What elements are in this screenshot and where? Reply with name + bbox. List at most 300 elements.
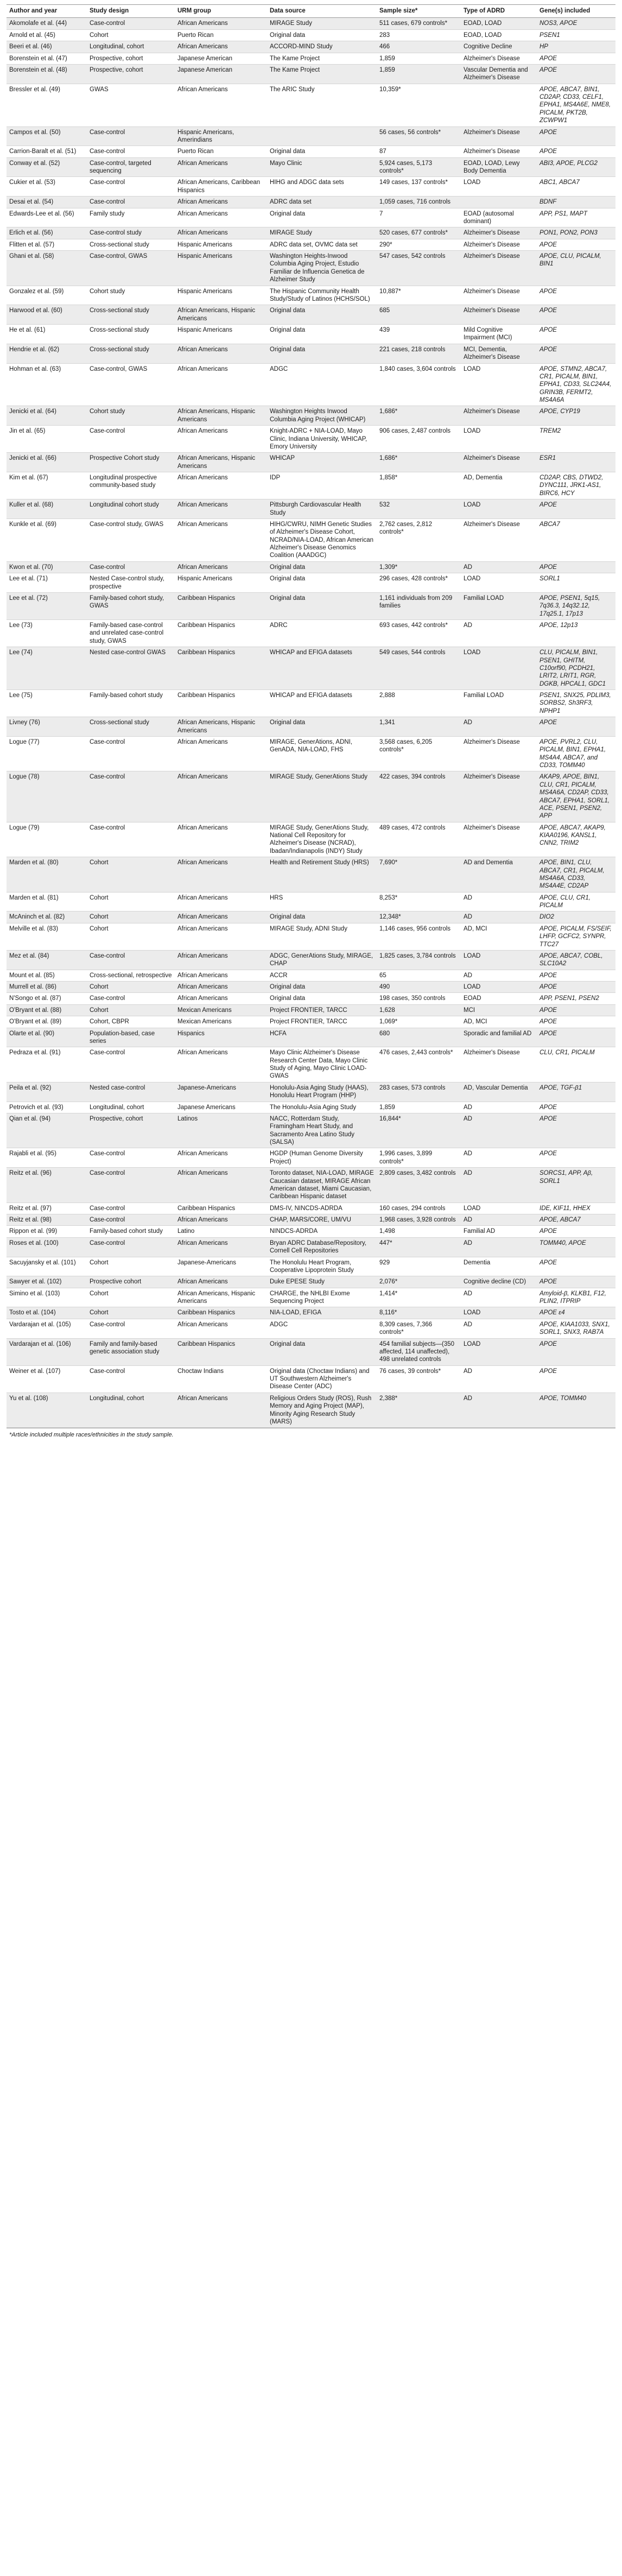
genes-cell: APP, PSEN1, PSEN2 [537,993,615,1004]
header-row [7,5,615,18]
header-study-design: Study design [87,5,175,18]
table-row [7,1307,615,1319]
sample-size-cell: 685 [377,305,461,325]
study-design-cell: Case-control [87,822,175,857]
study-design-cell: Case-control, targeted sequencing [87,157,175,177]
genes-cell: APOE [537,717,615,737]
urm-group-cell: Latino [175,1226,267,1237]
urm-group-cell: Latinos [175,1113,267,1148]
sample-size-cell: 16,844* [377,1113,461,1148]
urm-group-cell: Puerto Rican [175,29,267,41]
study-design-cell: Case-control [87,1202,175,1214]
author-year-cell: Peila et al. (92) [7,1082,87,1102]
adrd-type-cell: Alzheimer's Disease [461,227,537,239]
urm-group-cell: Hispanic Americans [175,325,267,344]
author-year-cell: Reitz et al. (98) [7,1214,87,1226]
adrd-type-cell: Alzheimer's Disease [461,406,537,426]
genes-cell: TOMM40, APOE [537,1237,615,1257]
data-source-cell: DMS-IV, NINCDS-ADRDA [267,1202,377,1214]
data-source-cell: Original data [267,146,377,157]
table-row [7,325,615,344]
sample-size-cell: 1,825 cases, 3,784 controls [377,950,461,970]
urm-group-cell: African Americans, Hispanic Americans [175,1288,267,1307]
urm-group-cell: African Americans [175,344,267,363]
data-source-cell: Original data (Choctaw Indians) and UT Southwestern Alzheimer's Disease Center (ADC) [267,1365,377,1393]
study-design-cell: Longitudinal, cohort [87,1393,175,1428]
genes-cell: APOE [537,1016,615,1028]
author-year-cell: Vardarajan et al. (105) [7,1319,87,1338]
study-design-cell: Case-control [87,1319,175,1338]
sample-size-cell: 489 cases, 472 controls [377,822,461,857]
table-row [7,982,615,993]
urm-group-cell: African Americans, Hispanic Americans [175,717,267,737]
table-row [7,177,615,197]
study-design-cell: Nested Case-control study, prospective [87,573,175,593]
sample-size-cell: 76 cases, 39 controls* [377,1365,461,1393]
data-source-cell: Original data [267,993,377,1004]
urm-group-cell: African Americans [175,41,267,53]
data-source-cell: Project FRONTIER, TARCC [267,1004,377,1016]
table-row [7,472,615,499]
data-source-cell: ACCR [267,970,377,981]
author-year-cell: Hendrie et al. (62) [7,344,87,363]
genes-cell: APOE [537,305,615,325]
header-sample-size: Sample size* [377,5,461,18]
author-year-cell: Flitten et al. (57) [7,239,87,250]
genes-cell: APOE [537,146,615,157]
urm-group-cell: Mexican Americans [175,1004,267,1016]
table-row [7,923,615,950]
urm-group-cell: African Americans [175,1214,267,1226]
genes-cell: APOE [537,1226,615,1237]
author-year-cell: Bressler et al. (49) [7,84,87,126]
data-source-cell: HRS [267,892,377,912]
genes-cell: APOE [537,325,615,344]
data-source-cell: ADRC data set [267,197,377,208]
author-year-cell: Rajabli et al. (95) [7,1148,87,1168]
adrd-type-cell: AD [461,1102,537,1113]
sample-size-cell: 10,887* [377,286,461,305]
adrd-type-cell: AD, MCI [461,923,537,950]
urm-group-cell: Japanese American [175,53,267,64]
study-design-cell: Longitudinal cohort study [87,499,175,519]
author-year-cell: Simino et al. (103) [7,1288,87,1307]
urm-group-cell: Caribbean Hispanics [175,1307,267,1319]
table-row [7,1082,615,1102]
sample-size-cell: 65 [377,970,461,981]
urm-group-cell: African Americans [175,912,267,923]
author-year-cell: O'Bryant et al. (89) [7,1016,87,1028]
adrd-type-cell: AD [461,620,537,647]
sample-size-cell: 283 cases, 573 controls [377,1082,461,1102]
genes-cell: APOE [537,499,615,519]
adrd-type-cell: Dementia [461,1257,537,1276]
table-row [7,1276,615,1288]
urm-group-cell: African Americans [175,197,267,208]
author-year-cell: Hohman et al. (63) [7,363,87,406]
genes-cell: APOE [537,1276,615,1288]
genes-cell: APOE, ABCA7, COBL, SLC10A2 [537,950,615,970]
author-year-cell: Lee et al. (71) [7,573,87,593]
data-source-cell: Bryan ADRC Database/Repository, Cornell Cell Repositories [267,1237,377,1257]
author-year-cell: Kim et al. (67) [7,472,87,499]
sample-size-cell: 2,762 cases, 2,812 controls* [377,518,461,561]
author-year-cell: Vardarajan et al. (106) [7,1338,87,1365]
study-design-cell: Case-control study [87,227,175,239]
adrd-type-cell: Alzheimer's Disease [461,53,537,64]
urm-group-cell: African Americans [175,18,267,29]
table-row [7,305,615,325]
adrd-type-cell: EOAD (autosomal dominant) [461,208,537,227]
genes-cell: APOE, BIN1, CLU, ABCA7, CR1, PICALM, MS4A6A, CD33, MS4A4E, CD2AP [537,857,615,893]
genes-cell: APOE, PSEN1, 5q15, 7q36.3, 14q32.12, 17q25.1, 17p13 [537,592,615,619]
sample-size-cell: 1,686* [377,453,461,472]
adrd-type-cell: Alzheimer's Disease [461,518,537,561]
adrd-type-cell: MCI, Dementia, Alzheimer's Disease [461,344,537,363]
table-row [7,157,615,177]
study-design-cell: Case-control [87,736,175,771]
sample-size-cell: 1,161 individuals from 209 families [377,592,461,619]
study-design-cell: Family-based cohort study [87,690,175,717]
adrd-type-cell: AD [461,1237,537,1257]
data-source-cell: Original data [267,208,377,227]
urm-group-cell: African Americans [175,1276,267,1288]
data-source-cell: Religious Orders Study (ROS), Rush Memory and Aging Project (MAP), Minority Aging Research Study (MARS) [267,1393,377,1428]
author-year-cell: Borenstein et al. (48) [7,64,87,84]
table-row [7,426,615,453]
table-row [7,561,615,573]
study-design-cell: Family-based cohort study, GWAS [87,592,175,619]
genes-cell: PSEN1 [537,29,615,41]
genes-cell: APOE [537,1365,615,1393]
genes-cell: APOE, KIAA1033, SNX1, SORL1, SNX3, RAB7A [537,1319,615,1338]
urm-group-cell: African Americans [175,208,267,227]
genes-cell: APOE [537,1338,615,1365]
table-row [7,822,615,857]
sample-size-cell: 511 cases, 679 controls* [377,18,461,29]
sample-size-cell: 283 [377,29,461,41]
data-source-cell: Original data [267,325,377,344]
study-design-cell: Cross-sectional study [87,325,175,344]
data-source-cell: The Kame Project [267,64,377,84]
study-design-cell: Cohort [87,1288,175,1307]
sample-size-cell: 2,388* [377,1393,461,1428]
sample-size-cell: 7,690* [377,857,461,893]
author-year-cell: Gonzalez et al. (59) [7,286,87,305]
urm-group-cell: African Americans, Caribbean Hispanics [175,177,267,197]
table-row [7,647,615,690]
sample-size-cell: 1,859 [377,53,461,64]
urm-group-cell: Hispanic Americans [175,251,267,286]
study-design-cell: Family and family-based genetic association study [87,1338,175,1365]
sample-size-cell: 8,253* [377,892,461,912]
urm-group-cell: Hispanic Americans [175,286,267,305]
author-year-cell: Borenstein et al. (47) [7,53,87,64]
data-source-cell: MIRAGE Study, ADNI Study [267,923,377,950]
adrd-type-cell: Cognitive decline (CD) [461,1276,537,1288]
adrd-type-cell: LOAD [461,426,537,453]
table-row [7,690,615,717]
adrd-type-cell: Alzheimer's Disease [461,453,537,472]
genes-cell: NOS3, APOE [537,18,615,29]
adrd-type-cell: AD [461,912,537,923]
table-row [7,1028,615,1047]
sample-size-cell: 2,076* [377,1276,461,1288]
study-design-cell: Nested case-control [87,1082,175,1102]
adrd-type-cell: Cognitive Decline [461,41,537,53]
table-body [7,18,615,1428]
study-design-cell: Nested case-control GWAS [87,647,175,690]
author-year-cell: Rippon et al. (99) [7,1226,87,1237]
adrd-type-cell: LOAD [461,1307,537,1319]
author-year-cell: Edwards-Lee et al. (56) [7,208,87,227]
genes-cell: ESR1 [537,453,615,472]
table-row [7,251,615,286]
table-row [7,1237,615,1257]
sample-size-cell: 149 cases, 137 controls* [377,177,461,197]
author-year-cell: Pedraza et al. (91) [7,1047,87,1083]
genes-cell: ABCA7 [537,518,615,561]
author-year-cell: Kuller et al. (68) [7,499,87,519]
data-source-cell: Pittsburgh Cardiovascular Health Study [267,499,377,519]
genes-cell: APOE [537,1004,615,1016]
author-year-cell: Weiner et al. (107) [7,1365,87,1393]
urm-group-cell: African Americans [175,950,267,970]
author-year-cell: Cukier et al. (53) [7,177,87,197]
genes-cell: CLU, PICALM, BIN1, PSEN1, GHITM, C10orf90, PCDH21, LRIT2, LRIT1, RGR, DGKB, HPCAL1, GDC1 [537,647,615,690]
study-design-cell: Longitudinal, cohort [87,41,175,53]
author-year-cell: Jenicki et al. (66) [7,453,87,472]
data-source-cell: Washington Heights Inwood Columbia Aging Project (WHICAP) [267,406,377,426]
study-design-cell: Case-control [87,771,175,822]
author-year-cell: Jin et al. (65) [7,426,87,453]
study-design-cell: Case-control [87,1214,175,1226]
data-source-cell: Original data [267,1338,377,1365]
urm-group-cell: Hispanic Americans [175,239,267,250]
table-row [7,1113,615,1148]
sample-size-cell: 422 cases, 394 controls [377,771,461,822]
adrd-type-cell: Familial LOAD [461,592,537,619]
table-row [7,1202,615,1214]
urm-group-cell: Caribbean Hispanics [175,592,267,619]
sample-size-cell: 490 [377,982,461,993]
study-design-cell: Prospective, cohort [87,53,175,64]
adrd-type-cell: AD [461,1113,537,1148]
table-row [7,993,615,1004]
study-design-cell: Cross-sectional study [87,305,175,325]
author-year-cell: Logue (77) [7,736,87,771]
data-source-cell: Original data [267,982,377,993]
author-year-cell: Akomolafe et al. (44) [7,18,87,29]
data-source-cell: The ARIC Study [267,84,377,126]
author-year-cell: Arnold et al. (45) [7,29,87,41]
table-row [7,857,615,893]
table-row [7,950,615,970]
table-row [7,126,615,146]
header-data-source: Data source [267,5,377,18]
author-year-cell: Mount et al. (85) [7,970,87,981]
adrd-type-cell: Alzheimer's Disease [461,239,537,250]
header-urm-group: URM group [175,5,267,18]
data-source-cell: Knight-ADRC + NIA-LOAD, Mayo Clinic, Indiana University, WHICAP, Emory University [267,426,377,453]
adrd-type-cell: AD [461,717,537,737]
adrd-type-cell: Alzheimer's Disease [461,1047,537,1083]
urm-group-cell: Japanese-Americans [175,1257,267,1276]
genes-cell: APOE, CLU, CR1, PICALM [537,892,615,912]
study-design-cell: Case-control [87,146,175,157]
urm-group-cell: African Americans [175,892,267,912]
sample-size-cell: 906 cases, 2,487 controls [377,426,461,453]
study-design-cell: Cohort [87,982,175,993]
table-row [7,344,615,363]
study-design-cell: Case-control [87,950,175,970]
genes-cell: APOE [537,1028,615,1047]
author-year-cell: Campos et al. (50) [7,126,87,146]
author-year-cell: Beeri et al. (46) [7,41,87,53]
author-year-cell: Marden et al. (80) [7,857,87,893]
table-row [7,912,615,923]
adrd-type-cell: AD, MCI [461,1016,537,1028]
genes-cell: IDE, KIF11, HHEX [537,1202,615,1214]
author-year-cell: N'Songo et al. (87) [7,993,87,1004]
sample-size-cell: 2,809 cases, 3,482 controls [377,1168,461,1203]
adrd-type-cell: LOAD [461,1202,537,1214]
author-year-cell: Tosto et al. (104) [7,1307,87,1319]
sample-size-cell: 1,840 cases, 3,604 controls [377,363,461,406]
urm-group-cell: African Americans, Hispanic Americans [175,406,267,426]
sample-size-cell: 160 cases, 294 controls [377,1202,461,1214]
study-design-cell: Case-control [87,1365,175,1393]
table-row [7,1319,615,1338]
adrd-type-cell: AD [461,1168,537,1203]
genes-cell: PON1, PON2, PON3 [537,227,615,239]
data-source-cell: MIRAGE Study [267,227,377,239]
urm-group-cell: African Americans [175,970,267,981]
table-row [7,499,615,519]
table-row [7,1004,615,1016]
genes-cell: ABC1, ABCA7 [537,177,615,197]
table-row [7,717,615,737]
adrd-type-cell: AD and Dementia [461,857,537,893]
data-source-cell: Original data [267,592,377,619]
adrd-type-cell: Alzheimer's Disease [461,736,537,771]
study-design-cell: Cohort, CBPR [87,1016,175,1028]
table-row [7,53,615,64]
study-design-cell: Cohort [87,1307,175,1319]
adrd-type-cell: LOAD [461,950,537,970]
table-row [7,771,615,822]
urm-group-cell: Hispanic Americans [175,573,267,593]
urm-group-cell: African Americans [175,157,267,177]
genes-cell: APOE [537,64,615,84]
data-source-cell [267,126,377,146]
adrd-type-cell: Alzheimer's Disease [461,126,537,146]
study-design-cell: Cross-sectional study [87,344,175,363]
adrd-type-cell: Familial LOAD [461,690,537,717]
genes-cell: APOE [537,982,615,993]
sample-size-cell: 1,968 cases, 3,928 controls [377,1214,461,1226]
data-source-cell: The Hispanic Community Health Study/Study of Latinos (HCHS/SOL) [267,286,377,305]
urm-group-cell: African Americans [175,857,267,893]
study-design-cell: Case-control study, GWAS [87,518,175,561]
study-design-cell: Cohort [87,892,175,912]
table-row [7,573,615,593]
adrd-type-cell: AD [461,892,537,912]
table-row [7,1047,615,1083]
table-row [7,84,615,126]
study-design-cell: Cross-sectional study [87,239,175,250]
data-source-cell: Duke EPESE Study [267,1276,377,1288]
sample-size-cell: 532 [377,499,461,519]
study-design-cell: GWAS [87,84,175,126]
data-source-cell: NIA-LOAD, EFIGA [267,1307,377,1319]
sample-size-cell: 87 [377,146,461,157]
author-year-cell: Lee (75) [7,690,87,717]
data-source-cell: MIRAGE Study, GenerAtions Study, National Cell Repository for Alzheimer's Disease (NCRAD), Ibadan/Indianapolis (INDY) Study [267,822,377,857]
data-source-cell: HIHG and ADGC data sets [267,177,377,197]
table-row [7,970,615,981]
author-year-cell: He et al. (61) [7,325,87,344]
adrd-type-cell: LOAD [461,499,537,519]
data-source-cell: NINDCS-ADRDA [267,1226,377,1237]
genes-cell: APOE, ABCA7, AKAP9, KIAA0196, KANSL1, CNN2, TRIM2 [537,822,615,857]
sample-size-cell: 447* [377,1237,461,1257]
author-year-cell: Logue (79) [7,822,87,857]
urm-group-cell: African Americans [175,1393,267,1428]
data-source-cell: Original data [267,305,377,325]
sample-size-cell: 221 cases, 218 controls [377,344,461,363]
urm-group-cell: African Americans, Hispanic Americans [175,453,267,472]
urm-group-cell: Hispanic Americans, Amerindians [175,126,267,146]
study-design-cell: Population-based, case series [87,1028,175,1047]
author-year-cell: Reitz et al. (97) [7,1202,87,1214]
genes-cell: APOE, CLU, PICALM, BIN1 [537,251,615,286]
genes-cell: APOE, 12p13 [537,620,615,647]
sample-size-cell: 1,309* [377,561,461,573]
study-design-cell: Case-control [87,561,175,573]
urm-group-cell: African Americans [175,1047,267,1083]
study-design-cell: Cohort study [87,286,175,305]
sample-size-cell: 1,069* [377,1016,461,1028]
urm-group-cell: Mexican Americans [175,1016,267,1028]
data-source-cell: Original data [267,717,377,737]
data-source-cell: ADGC [267,363,377,406]
table-row [7,592,615,619]
genes-cell: APOE [537,1113,615,1148]
table-row [7,518,615,561]
author-year-cell: Lee et al. (72) [7,592,87,619]
urm-group-cell: African Americans [175,822,267,857]
author-year-cell: Kunkle et al. (69) [7,518,87,561]
genes-cell: APOE, TOMM40 [537,1393,615,1428]
adrd-type-cell: LOAD [461,573,537,593]
genes-cell: APOE [537,970,615,981]
adrd-type-cell: Alzheimer's Disease [461,305,537,325]
genes-cell: APOE, ABCA7, BIN1, CD2AP, CD33, CELF1, EPHA1, MS4A6E, NME8, PICALM, PKT2B, ZCWPW1 [537,84,615,126]
data-source-cell: ADGC [267,1319,377,1338]
adrd-type-cell: Vascular Dementia and Alzheimer's Disease [461,64,537,84]
author-year-cell: Logue (78) [7,771,87,822]
study-design-cell: Cohort [87,1004,175,1016]
sample-size-cell: 8,116* [377,1307,461,1319]
data-source-cell: IDP [267,472,377,499]
table-row [7,239,615,250]
study-design-cell: Cohort [87,912,175,923]
author-year-cell: Roses et al. (100) [7,1237,87,1257]
sample-size-cell: 1,341 [377,717,461,737]
author-year-cell: Ghani et al. (58) [7,251,87,286]
author-year-cell: Olarte et al. (90) [7,1028,87,1047]
